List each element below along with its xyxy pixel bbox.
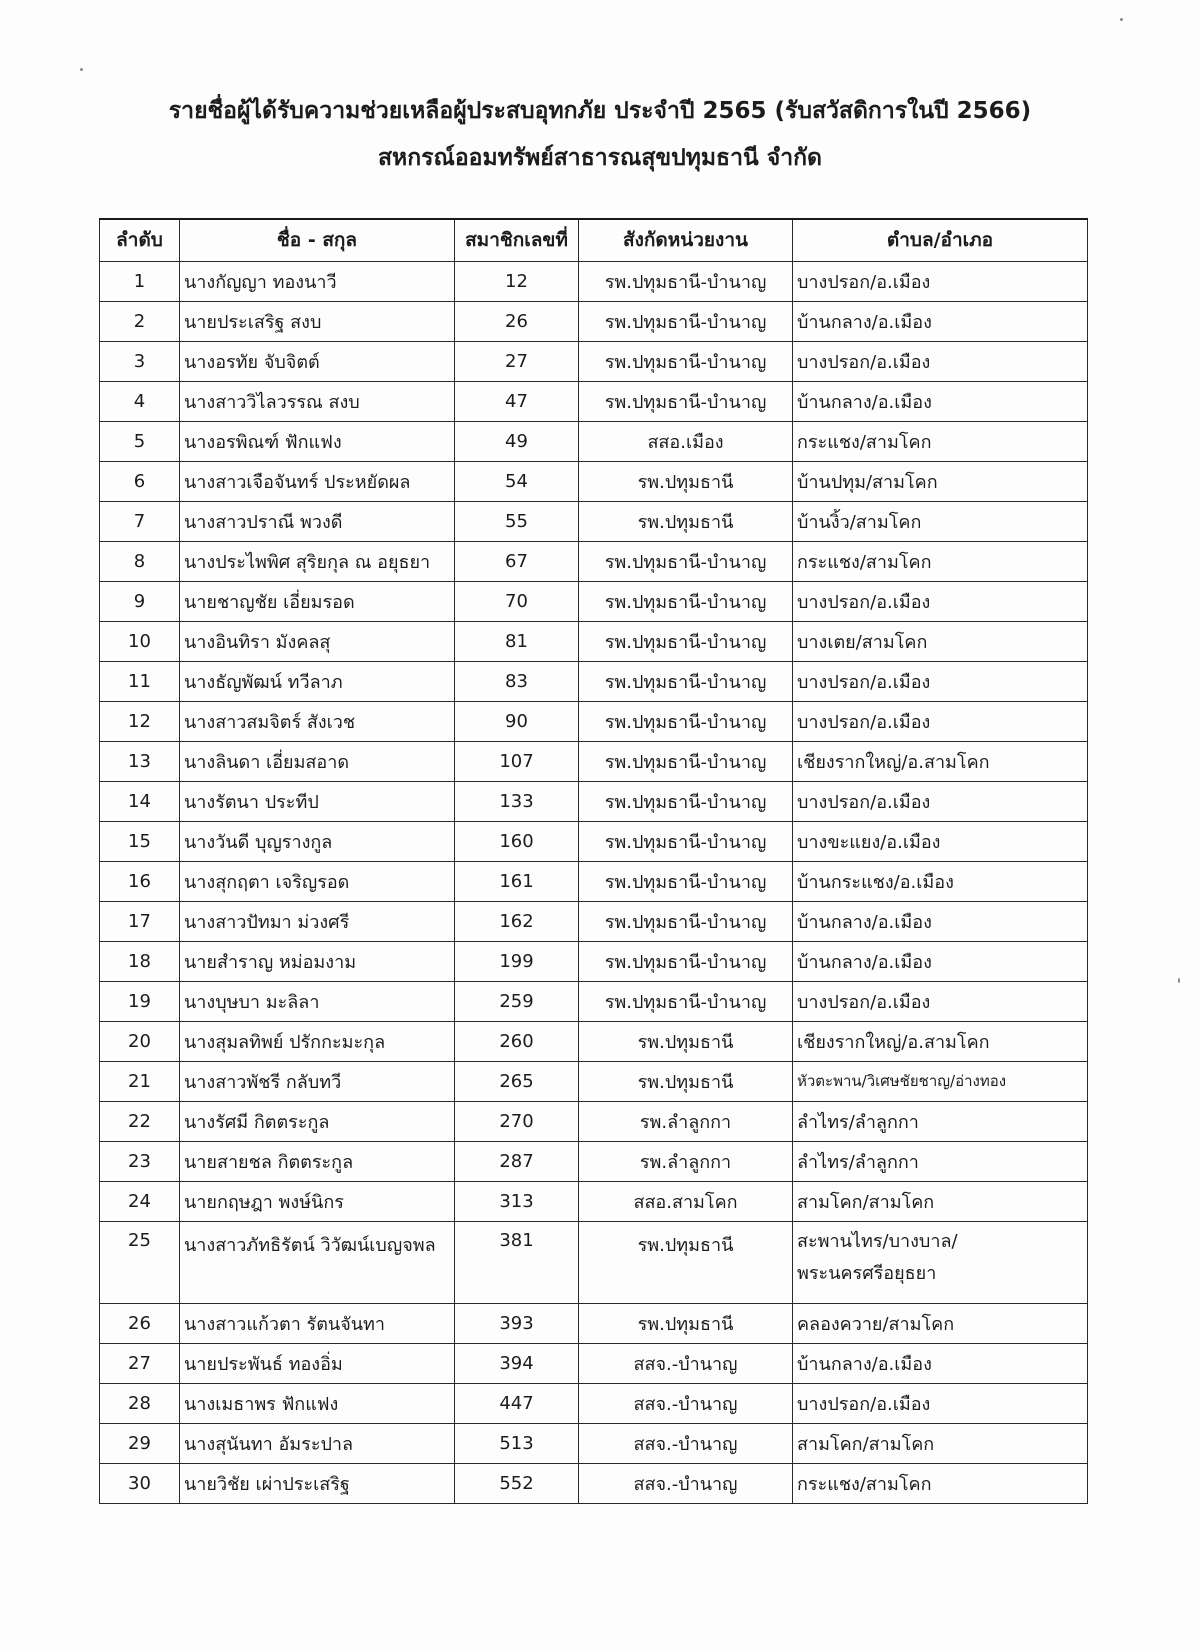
table-row <box>100 301 1088 341</box>
row-unit: รพ.ปทุมธานี-บำนาญ <box>579 261 793 301</box>
row-name: นางบุษบา มะลิลา <box>180 981 455 1021</box>
row-member-no: 83 <box>455 661 579 701</box>
scan-speck <box>80 68 83 71</box>
row-member-no: 107 <box>455 741 579 781</box>
row-area: บ้านกระแชง/อ.เมือง <box>793 861 1088 901</box>
table-body <box>100 261 1088 1503</box>
row-unit: รพ.ปทุมธานี <box>579 501 793 541</box>
row-unit: สสจ.-บำนาญ <box>579 1463 793 1503</box>
row-area: บ้านกลาง/อ.เมือง <box>793 1343 1088 1383</box>
row-order: 25 <box>100 1221 180 1303</box>
row-order: 23 <box>100 1141 180 1181</box>
row-unit: รพ.ปทุมธานี <box>579 461 793 501</box>
row-area: บางเตย/สามโคก <box>793 621 1088 661</box>
row-name: นางรัศมี กิตตระกูล <box>180 1101 455 1141</box>
row-area: บางปรอก/อ.เมือง <box>793 981 1088 1021</box>
row-order: 21 <box>100 1061 180 1101</box>
row-area: บางปรอก/อ.เมือง <box>793 701 1088 741</box>
table-row <box>100 341 1088 381</box>
row-member-no: 162 <box>455 901 579 941</box>
row-area: บ้านกลาง/อ.เมือง <box>793 301 1088 341</box>
row-order: 14 <box>100 781 180 821</box>
table-header-row <box>100 219 1088 261</box>
table-row <box>100 1383 1088 1423</box>
row-order: 22 <box>100 1101 180 1141</box>
row-unit: รพ.ปทุมธานี <box>579 1221 793 1303</box>
row-name: นายสำราญ หม่อมงาม <box>180 941 455 981</box>
row-name: นางสุนันทา อัมระปาล <box>180 1423 455 1463</box>
row-area: คลองควาย/สามโคก <box>793 1303 1088 1343</box>
table-row <box>100 541 1088 581</box>
row-name: นางรัตนา ประทีป <box>180 781 455 821</box>
row-name: นางสาววิไลวรรณ สงบ <box>180 381 455 421</box>
header-name: ชื่อ - สกุล <box>180 219 455 261</box>
row-order: 6 <box>100 461 180 501</box>
row-unit: สสอ.สามโคก <box>579 1181 793 1221</box>
header-member-no: สมาชิกเลขที่ <box>455 219 579 261</box>
row-name: นางสาวพัชรี กลับทวี <box>180 1061 455 1101</box>
row-name: นายประพันธ์ ทองอิ่ม <box>180 1343 455 1383</box>
table-row <box>100 661 1088 701</box>
row-name: นางวันดี บุญรางกูล <box>180 821 455 861</box>
row-order: 26 <box>100 1303 180 1343</box>
table-row <box>100 621 1088 661</box>
row-unit: รพ.ปทุมธานี-บำนาญ <box>579 661 793 701</box>
row-name: นายวิชัย เผ่าประเสริฐ <box>180 1463 455 1503</box>
row-name: นางอรทัย จับจิตต์ <box>180 341 455 381</box>
row-unit: รพ.ปทุมธานี <box>579 1303 793 1343</box>
row-area: บ้านกลาง/อ.เมือง <box>793 381 1088 421</box>
table-row <box>100 781 1088 821</box>
row-order: 12 <box>100 701 180 741</box>
row-member-no: 447 <box>455 1383 579 1423</box>
row-unit: รพ.ปทุมธานี-บำนาญ <box>579 301 793 341</box>
row-order: 5 <box>100 421 180 461</box>
row-unit: รพ.ลำลูกกา <box>579 1141 793 1181</box>
table-row <box>100 741 1088 781</box>
row-area: เชียงรากใหญ่/อ.สามโคก <box>793 741 1088 781</box>
row-order: 8 <box>100 541 180 581</box>
row-unit: รพ.ปทุมธานี-บำนาญ <box>579 621 793 661</box>
row-name: นายกฤษฎา พงษ์นิกร <box>180 1181 455 1221</box>
row-name: นางกัญญา ทองนาวี <box>180 261 455 301</box>
row-name: นางสาวปราณี พวงดี <box>180 501 455 541</box>
row-unit: รพ.ปทุมธานี-บำนาญ <box>579 941 793 981</box>
row-order: 3 <box>100 341 180 381</box>
row-unit: รพ.ปทุมธานี-บำนาญ <box>579 541 793 581</box>
row-member-no: 160 <box>455 821 579 861</box>
row-unit: รพ.ปทุมธานี-บำนาญ <box>579 341 793 381</box>
row-unit: รพ.ปทุมธานี <box>579 1021 793 1061</box>
table-row <box>100 861 1088 901</box>
row-area: บางปรอก/อ.เมือง <box>793 661 1088 701</box>
row-name: นางสาวเจือจันทร์ ประหยัดผล <box>180 461 455 501</box>
table-row <box>100 1021 1088 1061</box>
row-member-no: 199 <box>455 941 579 981</box>
table-row <box>100 1181 1088 1221</box>
row-unit: รพ.ปทุมธานี <box>579 1061 793 1101</box>
row-area: บ้านกลาง/อ.เมือง <box>793 901 1088 941</box>
row-order: 1 <box>100 261 180 301</box>
row-unit: รพ.ปทุมธานี-บำนาญ <box>579 821 793 861</box>
row-member-no: 381 <box>455 1221 579 1303</box>
row-unit: รพ.ลำลูกกา <box>579 1101 793 1141</box>
table-row <box>100 701 1088 741</box>
table-row <box>100 941 1088 981</box>
row-order: 19 <box>100 981 180 1021</box>
row-member-no: 513 <box>455 1423 579 1463</box>
row-area: ลำไทร/ลำลูกกา <box>793 1141 1088 1181</box>
table-row <box>100 1221 1088 1303</box>
row-area: สะพานไทร/บางบาล/ พระนครศรีอยุธยา <box>793 1221 1088 1303</box>
row-name: นางลินดา เอี่ยมสอาด <box>180 741 455 781</box>
row-member-no: 287 <box>455 1141 579 1181</box>
row-order: 24 <box>100 1181 180 1221</box>
row-unit: รพ.ปทุมธานี-บำนาญ <box>579 781 793 821</box>
row-unit: รพ.ปทุมธานี-บำนาญ <box>579 381 793 421</box>
row-name: นางสุมลทิพย์ ปรักกะมะกุล <box>180 1021 455 1061</box>
row-area: บางปรอก/อ.เมือง <box>793 261 1088 301</box>
row-order: 11 <box>100 661 180 701</box>
beneficiary-table <box>99 218 1088 1504</box>
row-area: บ้านงิ้ว/สามโคก <box>793 501 1088 541</box>
table-row <box>100 981 1088 1021</box>
row-area: ลำไทร/ลำลูกกา <box>793 1101 1088 1141</box>
row-name: นางสาวสมจิตร์ สังเวช <box>180 701 455 741</box>
table-row <box>100 901 1088 941</box>
row-member-no: 55 <box>455 501 579 541</box>
row-order: 16 <box>100 861 180 901</box>
row-area: บ้านกลาง/อ.เมือง <box>793 941 1088 981</box>
row-name: นางสาวปัทมา ม่วงศรี <box>180 901 455 941</box>
row-name: นางธัญพัฒน์ ทวีลาภ <box>180 661 455 701</box>
row-unit: สสจ.-บำนาญ <box>579 1383 793 1423</box>
row-area: บางปรอก/อ.เมือง <box>793 781 1088 821</box>
table-row <box>100 1423 1088 1463</box>
row-name: นายประเสริฐ สงบ <box>180 301 455 341</box>
table-row <box>100 421 1088 461</box>
table-row <box>100 381 1088 421</box>
row-area: กระแชง/สามโคก <box>793 421 1088 461</box>
header-order: ลำดับ <box>100 219 180 261</box>
table-row <box>100 461 1088 501</box>
row-area: สามโคก/สามโคก <box>793 1181 1088 1221</box>
row-name: นางสาวภัทธิรัตน์ วิวัฒน์เบญจพล <box>180 1221 455 1303</box>
header-area: ตำบล/อำเภอ <box>793 219 1088 261</box>
scan-speck <box>1120 18 1123 21</box>
table-row <box>100 1141 1088 1181</box>
row-order: 20 <box>100 1021 180 1061</box>
row-member-no: 49 <box>455 421 579 461</box>
table-row <box>100 1061 1088 1101</box>
row-unit: สสจ.-บำนาญ <box>579 1343 793 1383</box>
row-order: 10 <box>100 621 180 661</box>
row-area: เชียงรากใหญ่/อ.สามโคก <box>793 1021 1088 1061</box>
row-member-no: 313 <box>455 1181 579 1221</box>
row-member-no: 67 <box>455 541 579 581</box>
scan-speck <box>1178 978 1180 983</box>
row-member-no: 133 <box>455 781 579 821</box>
row-order: 4 <box>100 381 180 421</box>
row-member-no: 552 <box>455 1463 579 1503</box>
row-area: หัวตะพาน/วิเศษชัยชาญ/อ่างทอง <box>793 1061 1088 1101</box>
row-order: 17 <box>100 901 180 941</box>
row-member-no: 260 <box>455 1021 579 1061</box>
row-area: สามโคก/สามโคก <box>793 1423 1088 1463</box>
row-member-no: 12 <box>455 261 579 301</box>
row-area: บ้านปทุม/สามโคก <box>793 461 1088 501</box>
row-order: 28 <box>100 1383 180 1423</box>
row-area: บางปรอก/อ.เมือง <box>793 341 1088 381</box>
row-unit: รพ.ปทุมธานี-บำนาญ <box>579 901 793 941</box>
row-order: 27 <box>100 1343 180 1383</box>
row-member-no: 161 <box>455 861 579 901</box>
table-row <box>100 501 1088 541</box>
row-member-no: 54 <box>455 461 579 501</box>
row-member-no: 270 <box>455 1101 579 1141</box>
row-order: 7 <box>100 501 180 541</box>
document-title: รายชื่อผู้ได้รับความช่วยเหลือผู้ประสบอุทกภัย ประจำปี 2565 (รับสวัสดิการในปี 2566) <box>168 98 1032 124</box>
row-member-no: 70 <box>455 581 579 621</box>
row-order: 9 <box>100 581 180 621</box>
table-row <box>100 261 1088 301</box>
row-name: นางสาวแก้วตา รัตนจันทา <box>180 1303 455 1343</box>
row-order: 18 <box>100 941 180 981</box>
row-member-no: 27 <box>455 341 579 381</box>
table-row <box>100 1343 1088 1383</box>
row-area: กระแชง/สามโคก <box>793 541 1088 581</box>
row-name: นางอินทิรา มังคลสุ <box>180 621 455 661</box>
table-row <box>100 1101 1088 1141</box>
row-unit: รพ.ปทุมธานี-บำนาญ <box>579 581 793 621</box>
row-area: บางขะแยง/อ.เมือง <box>793 821 1088 861</box>
row-area: กระแชง/สามโคก <box>793 1463 1088 1503</box>
table-row <box>100 821 1088 861</box>
row-member-no: 394 <box>455 1343 579 1383</box>
row-order: 15 <box>100 821 180 861</box>
row-member-no: 393 <box>455 1303 579 1343</box>
row-unit: รพ.ปทุมธานี-บำนาญ <box>579 741 793 781</box>
row-unit: สสอ.เมือง <box>579 421 793 461</box>
row-name: นางเมธาพร ฟักแฟง <box>180 1383 455 1423</box>
document-subtitle: สหกรณ์ออมทรัพย์สาธารณสุขปทุมธานี จำกัด <box>378 145 822 171</box>
row-unit: รพ.ปทุมธานี-บำนาญ <box>579 861 793 901</box>
table-row <box>100 1303 1088 1343</box>
row-order: 13 <box>100 741 180 781</box>
row-area: บางปรอก/อ.เมือง <box>793 581 1088 621</box>
row-member-no: 90 <box>455 701 579 741</box>
table-row <box>100 581 1088 621</box>
row-member-no: 47 <box>455 381 579 421</box>
row-order: 2 <box>100 301 180 341</box>
header-unit: สังกัดหน่วยงาน <box>579 219 793 261</box>
row-area: บางปรอก/อ.เมือง <box>793 1383 1088 1423</box>
row-order: 30 <box>100 1463 180 1503</box>
row-unit: รพ.ปทุมธานี-บำนาญ <box>579 981 793 1021</box>
row-name: นายสายชล กิตตระกูล <box>180 1141 455 1181</box>
row-member-no: 259 <box>455 981 579 1021</box>
table-row <box>100 1463 1088 1503</box>
row-member-no: 81 <box>455 621 579 661</box>
row-name: นางประไพพิศ สุริยกุล ณ อยุธยา <box>180 541 455 581</box>
row-unit: รพ.ปทุมธานี-บำนาญ <box>579 701 793 741</box>
row-order: 29 <box>100 1423 180 1463</box>
row-name: นายชาญชัย เอี่ยมรอด <box>180 581 455 621</box>
row-name: นางสุกฤตา เจริญรอด <box>180 861 455 901</box>
row-member-no: 265 <box>455 1061 579 1101</box>
row-name: นางอรพิณฑ์ ฟักแฟง <box>180 421 455 461</box>
row-member-no: 26 <box>455 301 579 341</box>
row-unit: สสจ.-บำนาญ <box>579 1423 793 1463</box>
